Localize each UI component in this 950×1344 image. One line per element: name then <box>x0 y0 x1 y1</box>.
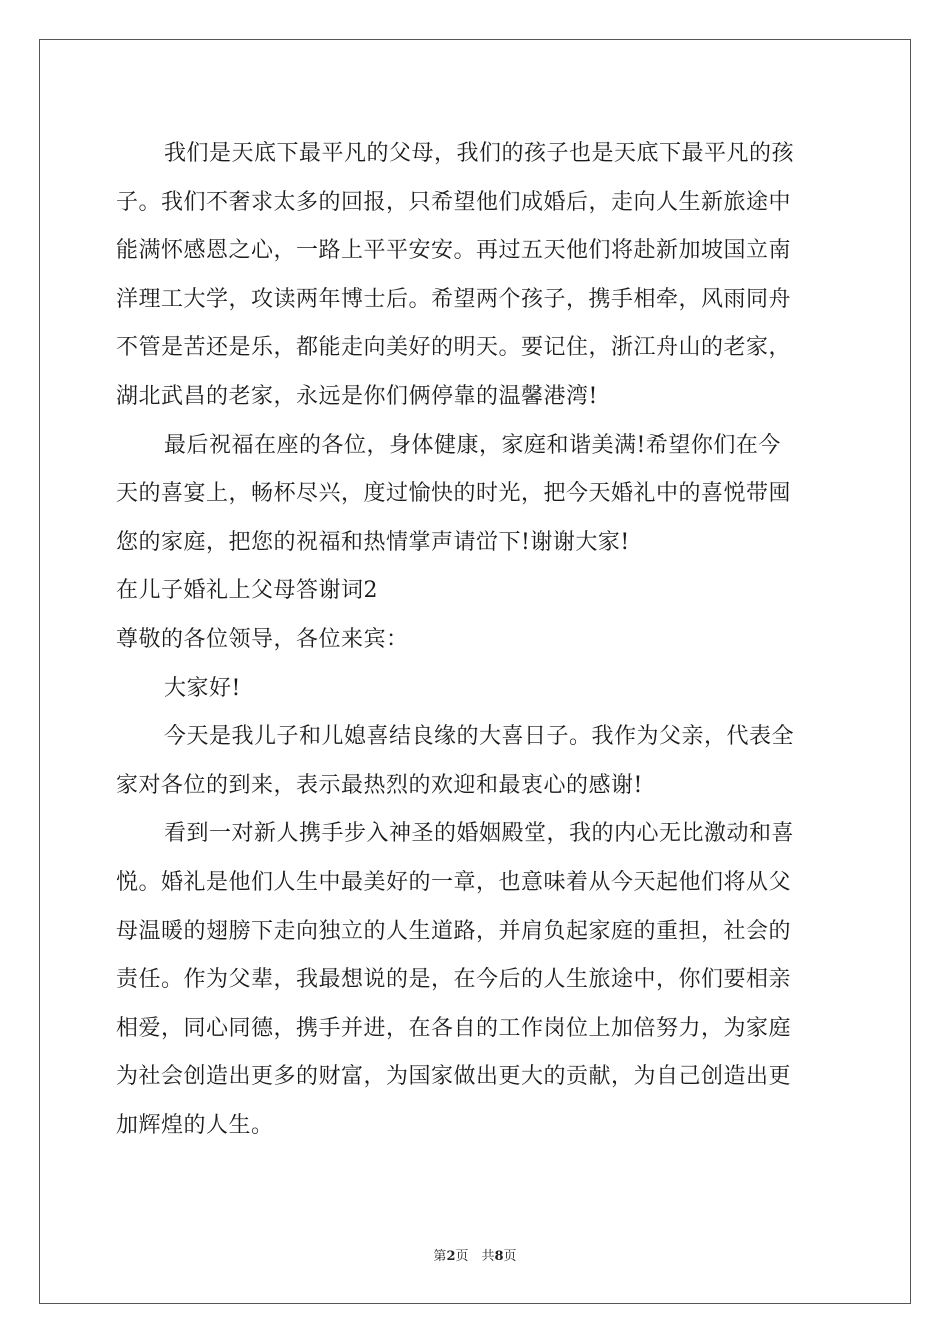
page-suffix: 页 <box>503 1249 517 1264</box>
document-body <box>116 130 834 1150</box>
paragraph-line: 今天是我儿子和儿媳喜结良缘的大喜日子。我作为父亲，代表全 <box>164 724 795 750</box>
paragraph-line: 最后祝福在座的各位，身体健康，家庭和谐美满!希望你们在今 <box>164 432 781 458</box>
total-page-number: 8 <box>494 1249 504 1264</box>
paragraph-line: 天的喜宴上，畅杯尽兴，度过愉快的时光，把今天婚礼中的喜悦带囤 <box>116 481 792 507</box>
greeting: 大家好! <box>164 675 241 701</box>
page-mid: 页 共 <box>455 1249 495 1264</box>
paragraph-line: 您的家庭，把您的祝福和热情掌声请峃下!谢谢大家! <box>116 529 630 555</box>
section-title: 在儿子婚礼上父母答谢词2 <box>116 578 378 604</box>
page-prefix: 第 <box>433 1249 447 1264</box>
paragraph-line: 看到一对新人携手步入神圣的婚姻殿堂，我的内心无比激动和喜 <box>164 821 795 847</box>
paragraph-line: 相爱，同心同德，携手并进，在各自的工作岗位上加倍努力，为家庭 <box>116 1015 792 1041</box>
paragraph-line: 我们是天底下最平凡的父母，我们的孩子也是天底下最平凡的孩 <box>164 141 795 166</box>
page-number-footer <box>0 1245 950 1264</box>
current-page-number: 2 <box>446 1249 456 1264</box>
paragraph-line: 能满怀感恩之心，一路上平平安安。再过五天他们将赴新加坡国立南 <box>116 238 792 264</box>
salutation: 尊敬的各位领导，各位来宾： <box>116 626 409 652</box>
paragraph-line: 加辉煌的人生。 <box>116 1112 274 1138</box>
paragraph-line: 悦。婚礼是他们人生中最美好的一章，也意味着从今天起他们将从父 <box>116 869 792 895</box>
paragraph-line: 子。我们不奢求太多的回报，只希望他们成婚后，走向人生新旅途中 <box>116 189 792 215</box>
paragraph-line: 家对各位的到来，表示最热烈的欢迎和最衷心的感谢! <box>116 772 643 798</box>
paragraph-line: 不管是苦还是乐，都能走向美好的明天。要记住，浙江舟山的老家， <box>116 335 792 361</box>
paragraph-line: 为社会创造出更多的财富，为国家做出更大的贡献，为自己创造出更 <box>116 1064 792 1090</box>
paragraph-line: 责任。作为父辈，我最想说的是，在今后的人生旅途中，你们要相亲 <box>116 967 792 993</box>
paragraph-line: 洋理工大学，攻读两年博士后。希望两个孩子，携手相牵，风雨同舟 <box>116 286 792 312</box>
paragraph-line: 湖北武昌的老家，永远是你们俩停靠的温馨港湾! <box>116 383 598 409</box>
paragraph-line: 母温暖的翅膀下走向独立的人生道路，并肩负起家庭的重担，社会的 <box>116 918 792 944</box>
